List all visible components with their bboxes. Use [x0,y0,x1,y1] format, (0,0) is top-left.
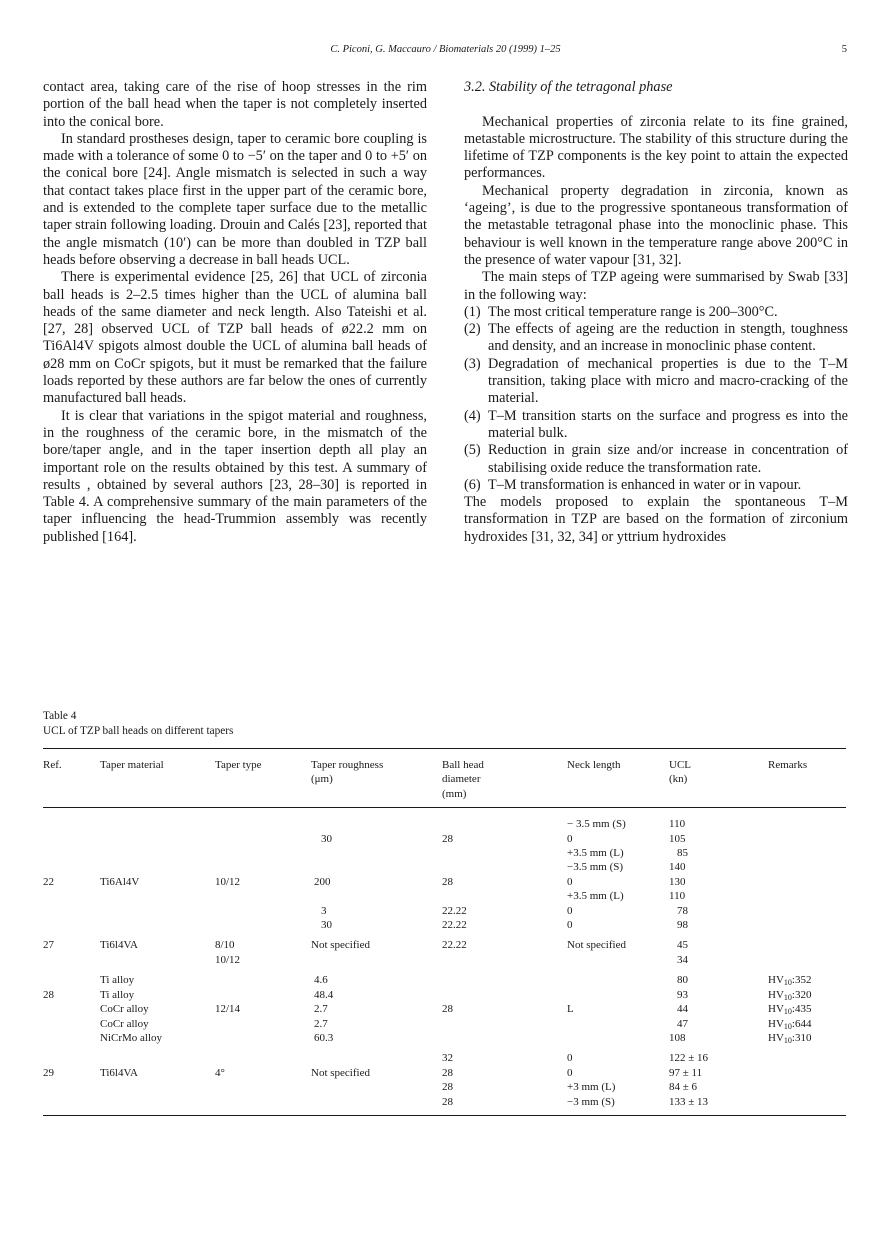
cell-ball-diameter: 32 [442,1052,453,1065]
ucl-table [43,749,846,1115]
cell-taper-roughness: 200 [314,875,331,888]
table-row [43,932,846,952]
table-row [43,953,846,967]
cell-taper-type [215,904,311,918]
cell-ref [43,808,100,831]
cell-taper-material [100,860,215,874]
paragraph: contact area, taking care of the rise of hoop stresses in the rim portion of the ball head when the taper is not completely inserted into the conical bore. [43,79,427,130]
cell-taper-roughness: Not specified [311,1066,370,1079]
cell-taper-roughness [311,889,442,903]
cell-taper-roughness [311,846,442,860]
cell-taper-type [215,846,311,860]
cell-ref: 28 [43,988,54,1001]
cell-taper-material [100,889,215,903]
cell-remarks [768,860,846,874]
cell-ref: 22 [43,875,54,888]
page-number: 5 [841,44,847,55]
paragraph: In standard prostheses design, taper to ceramic bore coupling is made with a tolerance of some 0 to −5′ on the taper and 0 to +5′ on the conical bore [24]. Angle mismatch is selected in such a way that contact takes place first in the upper part of the ceramic bore, and is extended to the complete taper surface due to the metallic taper strain following loading. Drouin and Calés [23], reported that the angle mismatch (10′) can be more than doubled in TZP ball heads before observing a decrease in ball heads UCL. [43,130,427,268]
cell-neck-length: Not specified [567,939,626,952]
section-heading: 3.2. Stability of the tetragonal phase [464,79,673,95]
cell-taper-roughness [311,953,442,967]
cell-neck-length: 0 [567,875,573,888]
cell-taper-type [215,1031,311,1045]
cell-ball-diameter: 28 [442,1066,453,1079]
cell-ucl: 97 ± 11 [669,1066,703,1079]
table-body [43,808,846,1115]
list-item: (6) T–M transformation is enhanced in water or in vapour. [464,476,802,493]
cell-remarks [768,832,846,846]
cell-neck-length [567,953,669,967]
cell-neck-length: 0 [567,1052,573,1065]
cell-remarks: $HV_{10}:310$ [768,1031,812,1045]
cell-taper-type: 8/10 [215,939,235,952]
cell-taper-roughness: 48.4 [314,988,334,1001]
cell-taper-material [100,1095,215,1115]
cell-ucl: 34 [677,953,688,966]
running-title: C. Piconi, G. Maccauro / Biomaterials 20 (1999) 1–25 [330,44,561,55]
cell-neck-length: − 3.5 mm (S) [567,818,626,831]
paragraph: The models proposed to explain the spontaneous T–M transformation in TZP are based on the formation of zirconium hydroxides [31, 32, 34] or yttrium hydroxides [464,494,848,545]
cell-taper-type [215,1045,311,1065]
cell-taper-type [215,1095,311,1115]
table-row [43,1080,846,1094]
cell-neck-length [567,1017,669,1031]
cell-remarks [768,875,846,889]
cell-remarks [768,1080,846,1094]
header-ucl: UCL (kn) [669,759,691,786]
cell-neck-length: 0 [567,1066,573,1079]
cell-ucl: 47 [677,1017,688,1030]
cell-ucl: 45 [677,939,688,952]
cell-taper-roughness: 2.7 [314,1003,328,1016]
cell-neck-length: −3 mm (S) [567,1095,615,1108]
cell-remarks [768,904,846,918]
cell-taper-roughness: 4.6 [314,974,328,987]
cell-taper-type [215,988,311,1002]
cell-ball-diameter: 22.22 [442,939,467,952]
header-remarks: Remarks [768,759,808,771]
cell-ref: 27 [43,939,54,952]
cell-taper-material: Ti alloy [100,988,135,1001]
cell-neck-length: L [567,1003,574,1016]
cell-taper-type [215,967,311,987]
cell-taper-material [100,904,215,918]
table-row [43,860,846,874]
cell-neck-length [567,988,669,1002]
header-ref: Ref. [43,759,62,771]
right-column [464,79,848,546]
cell-ball-diameter [442,1017,567,1031]
cell-ucl: 122 ± 16 [669,1052,709,1065]
cell-taper-material [100,918,215,932]
cell-ball-diameter: 28 [442,1095,453,1108]
cell-taper-material: NiCrMo alloy [100,1031,163,1044]
cell-ball-diameter [442,846,567,860]
cell-taper-type: 4° [215,1066,225,1079]
table-caption [43,709,233,739]
cell-ucl: 98 [677,919,688,932]
table-row [43,1031,846,1045]
paragraph: Mechanical properties of zirconia relate to its fine grained, metastable microstructure. The stability of this structure during the lifetime of TZP components is the key point to attain the expected performances. [464,113,848,182]
cell-ball-diameter [442,953,567,967]
table-row [43,808,846,831]
cell-neck-length [567,1031,669,1045]
cell-remarks [768,1045,846,1065]
cell-ref [43,846,100,860]
cell-ucl: 133 ± 13 [669,1095,709,1108]
cell-remarks [768,932,846,952]
table-bottom-rule [43,1115,846,1116]
running-header [44,44,847,60]
table-row [43,1095,846,1115]
cell-taper-material: Ti6l4VA [100,1066,138,1079]
cell-remarks: $HV_{10}:320$ [768,988,812,1002]
cell-ref [43,1031,100,1045]
table-row [43,889,846,903]
cell-taper-type [215,860,311,874]
cell-ball-diameter [442,1031,567,1045]
cell-ball-diameter: 28 [442,1003,453,1016]
cell-taper-roughness [311,1080,442,1094]
cell-taper-type: 12/14 [215,1003,241,1016]
cell-ref [43,860,100,874]
table-row [43,904,846,918]
cell-ref: 29 [43,1066,54,1079]
cell-ref [43,1045,100,1065]
list-item: (3) Degradation of mechanical properties is due to the T–M transition, taking place with micro and macro-cracking of the material. [464,355,848,407]
cell-ball-diameter [442,967,567,987]
cell-ucl: 110 [669,818,686,831]
cell-taper-type [215,1080,311,1094]
cell-ref [43,953,100,967]
table-row [43,967,846,987]
cell-taper-material [100,1045,215,1065]
cell-remarks: $HV_{10}:352$ [768,974,812,988]
cell-taper-type [215,1017,311,1031]
cell-ref [43,904,100,918]
cell-taper-material: CoCr alloy [100,1017,149,1030]
paragraph: There is experimental evidence [25, 26] that UCL of zirconia ball heads is 2–2.5 times higher than the UCL of alumina ball heads of the same diameter and neck length. Also Tateishi et al. [27, 28] observed UCL of TZP ball heads of ø22.2 mm on Ti6Al4V spigots almost double the UCL of alumina ball heads of ø28 mm on CoCr spigots, but it must be remarked that the failure loads reported by these authors are far below the ones of currently manufactured ball heads. [43,269,427,407]
cell-neck-length [567,967,669,987]
paragraph: The main steps of TZP ageing were summarised by Swab [33] in the following way: [464,269,848,303]
cell-ball-diameter: 28 [442,1081,453,1094]
cell-remarks: $HV_{10}:435$ [768,1003,812,1017]
list-item: (1) The most critical temperature range is 200–300°C. [464,303,778,320]
cell-neck-length: 0 [567,919,573,932]
table-row [43,918,846,932]
table-label: Table 4 [43,710,77,722]
cell-taper-material: CoCr alloy [100,1003,149,1016]
cell-taper-roughness: 30 [321,919,332,932]
cell-ucl: 140 [669,861,686,874]
cell-taper-type: 10/12 [215,953,241,966]
cell-ball-diameter: 22.22 [442,904,467,917]
ageing-steps-list [464,304,848,494]
cell-remarks [768,1066,846,1080]
cell-taper-material [100,846,215,860]
table-row [43,846,846,860]
cell-remarks [768,808,846,831]
cell-taper-type [215,832,311,846]
cell-taper-type: 10/12 [215,875,241,888]
cell-ref [43,1080,100,1094]
cell-ball-diameter: 28 [442,875,453,888]
header-taper-type: Taper type [215,759,262,771]
cell-ref [43,832,100,846]
cell-ucl: 44 [677,1003,688,1016]
table-header-row [43,749,846,807]
cell-neck-length: +3.5 mm (L) [567,847,624,860]
cell-taper-type [215,808,311,831]
list-item: (2) The effects of ageing are the reduction in stength, toughness and density, and an increase in monoclinic phase content. [464,321,848,355]
table-row [43,1002,846,1016]
cell-taper-material: Ti6l4VA [100,939,138,952]
cell-ref [43,918,100,932]
cell-taper-material [100,832,215,846]
cell-taper-roughness [311,860,442,874]
cell-taper-type [215,889,311,903]
cell-remarks [768,846,846,860]
cell-taper-material [100,953,215,967]
table-4 [43,748,846,1116]
cell-taper-material: Ti alloy [100,974,135,987]
paragraph: Mechanical property degradation in zirconia, known as ‘ageing’, is due to the progressive spontaneous transformation of the metastable tetragonal phase into the monoclinic phase. This behaviour is well known in the temperature range above 200°C in the presence of water vapour [31, 32]. [464,182,848,268]
table-row [43,1017,846,1031]
cell-neck-length: +3 mm (L) [567,1081,616,1094]
cell-remarks: $HV_{10}:644$ [768,1017,812,1031]
table-row [43,832,846,846]
header-ball-head-diameter: Ball head diameter (mm) [442,759,484,800]
cell-ref [43,1017,100,1031]
cell-neck-length: 0 [567,832,573,845]
paragraph: It is clear that variations in the spigot material and roughness, in the roughness of the ceramic bore, in the mismatch of the bore/taper angle, and in the taper insertion depth all play an important role on the results obtained by this test. A summary of results , obtained by several authors [23, 28–30] is reported in Table 4. A comprehensive summary of the main parameters of the taper influencing the head-Trummion assembly was recently published [164]. [43,407,427,545]
cell-ucl: 110 [669,890,686,903]
cell-ref [43,1095,100,1115]
cell-taper-type [215,918,311,932]
cell-taper-material [100,808,215,831]
cell-ucl: 84 ± 6 [669,1081,698,1094]
header-taper-material: Taper material [100,759,164,771]
cell-taper-roughness [311,1095,442,1115]
cell-ref [43,967,100,987]
cell-neck-length: −3.5 mm (S) [567,861,624,874]
cell-remarks [768,953,846,967]
cell-ball-diameter [442,808,567,831]
cell-taper-material: Ti6Al4V [100,875,140,888]
cell-remarks [768,889,846,903]
cell-ucl: 85 [677,847,688,860]
cell-taper-roughness: 30 [321,832,332,845]
header-taper-roughness: Taper roughness (μm) [311,759,384,786]
table-row [43,988,846,1002]
table-row [43,1066,846,1080]
cell-ucl: 108 [669,1031,686,1044]
cell-ball-diameter: 28 [442,832,453,845]
cell-ucl: 78 [677,904,688,917]
cell-remarks [768,918,846,932]
cell-neck-length: 0 [567,904,573,917]
cell-ucl: 105 [669,832,686,845]
cell-ucl: 93 [677,988,688,1001]
cell-taper-roughness: 2.7 [314,1017,328,1030]
left-column [43,79,427,546]
cell-ucl: 130 [669,875,686,888]
cell-ball-diameter [442,988,567,1002]
cell-remarks [768,1095,846,1115]
cell-ball-diameter: 22.22 [442,919,467,932]
cell-ref [43,889,100,903]
cell-ucl: 80 [677,974,688,987]
cell-ref [43,1002,100,1016]
cell-taper-material [100,1080,215,1094]
table-row [43,1045,846,1065]
cell-taper-roughness [311,808,442,831]
cell-taper-roughness: 60.3 [314,1031,334,1044]
cell-taper-roughness [311,1045,442,1065]
cell-ball-diameter [442,860,567,874]
table-row [43,875,846,889]
cell-neck-length: +3.5 mm (L) [567,890,624,903]
cell-ball-diameter [442,889,567,903]
list-item: (5) Reduction in grain size and/or increase in concentration of stabilising oxide reduce the transformation rate. [464,442,848,476]
header-neck-length: Neck length [567,759,621,771]
cell-taper-roughness: 3 [321,904,327,917]
list-item: (4) T–M transition starts on the surface and progress es into the material bulk. [464,407,848,441]
table-title: UCL of TZP ball heads on different tapers [43,725,234,737]
cell-taper-roughness: Not specified [311,939,370,952]
